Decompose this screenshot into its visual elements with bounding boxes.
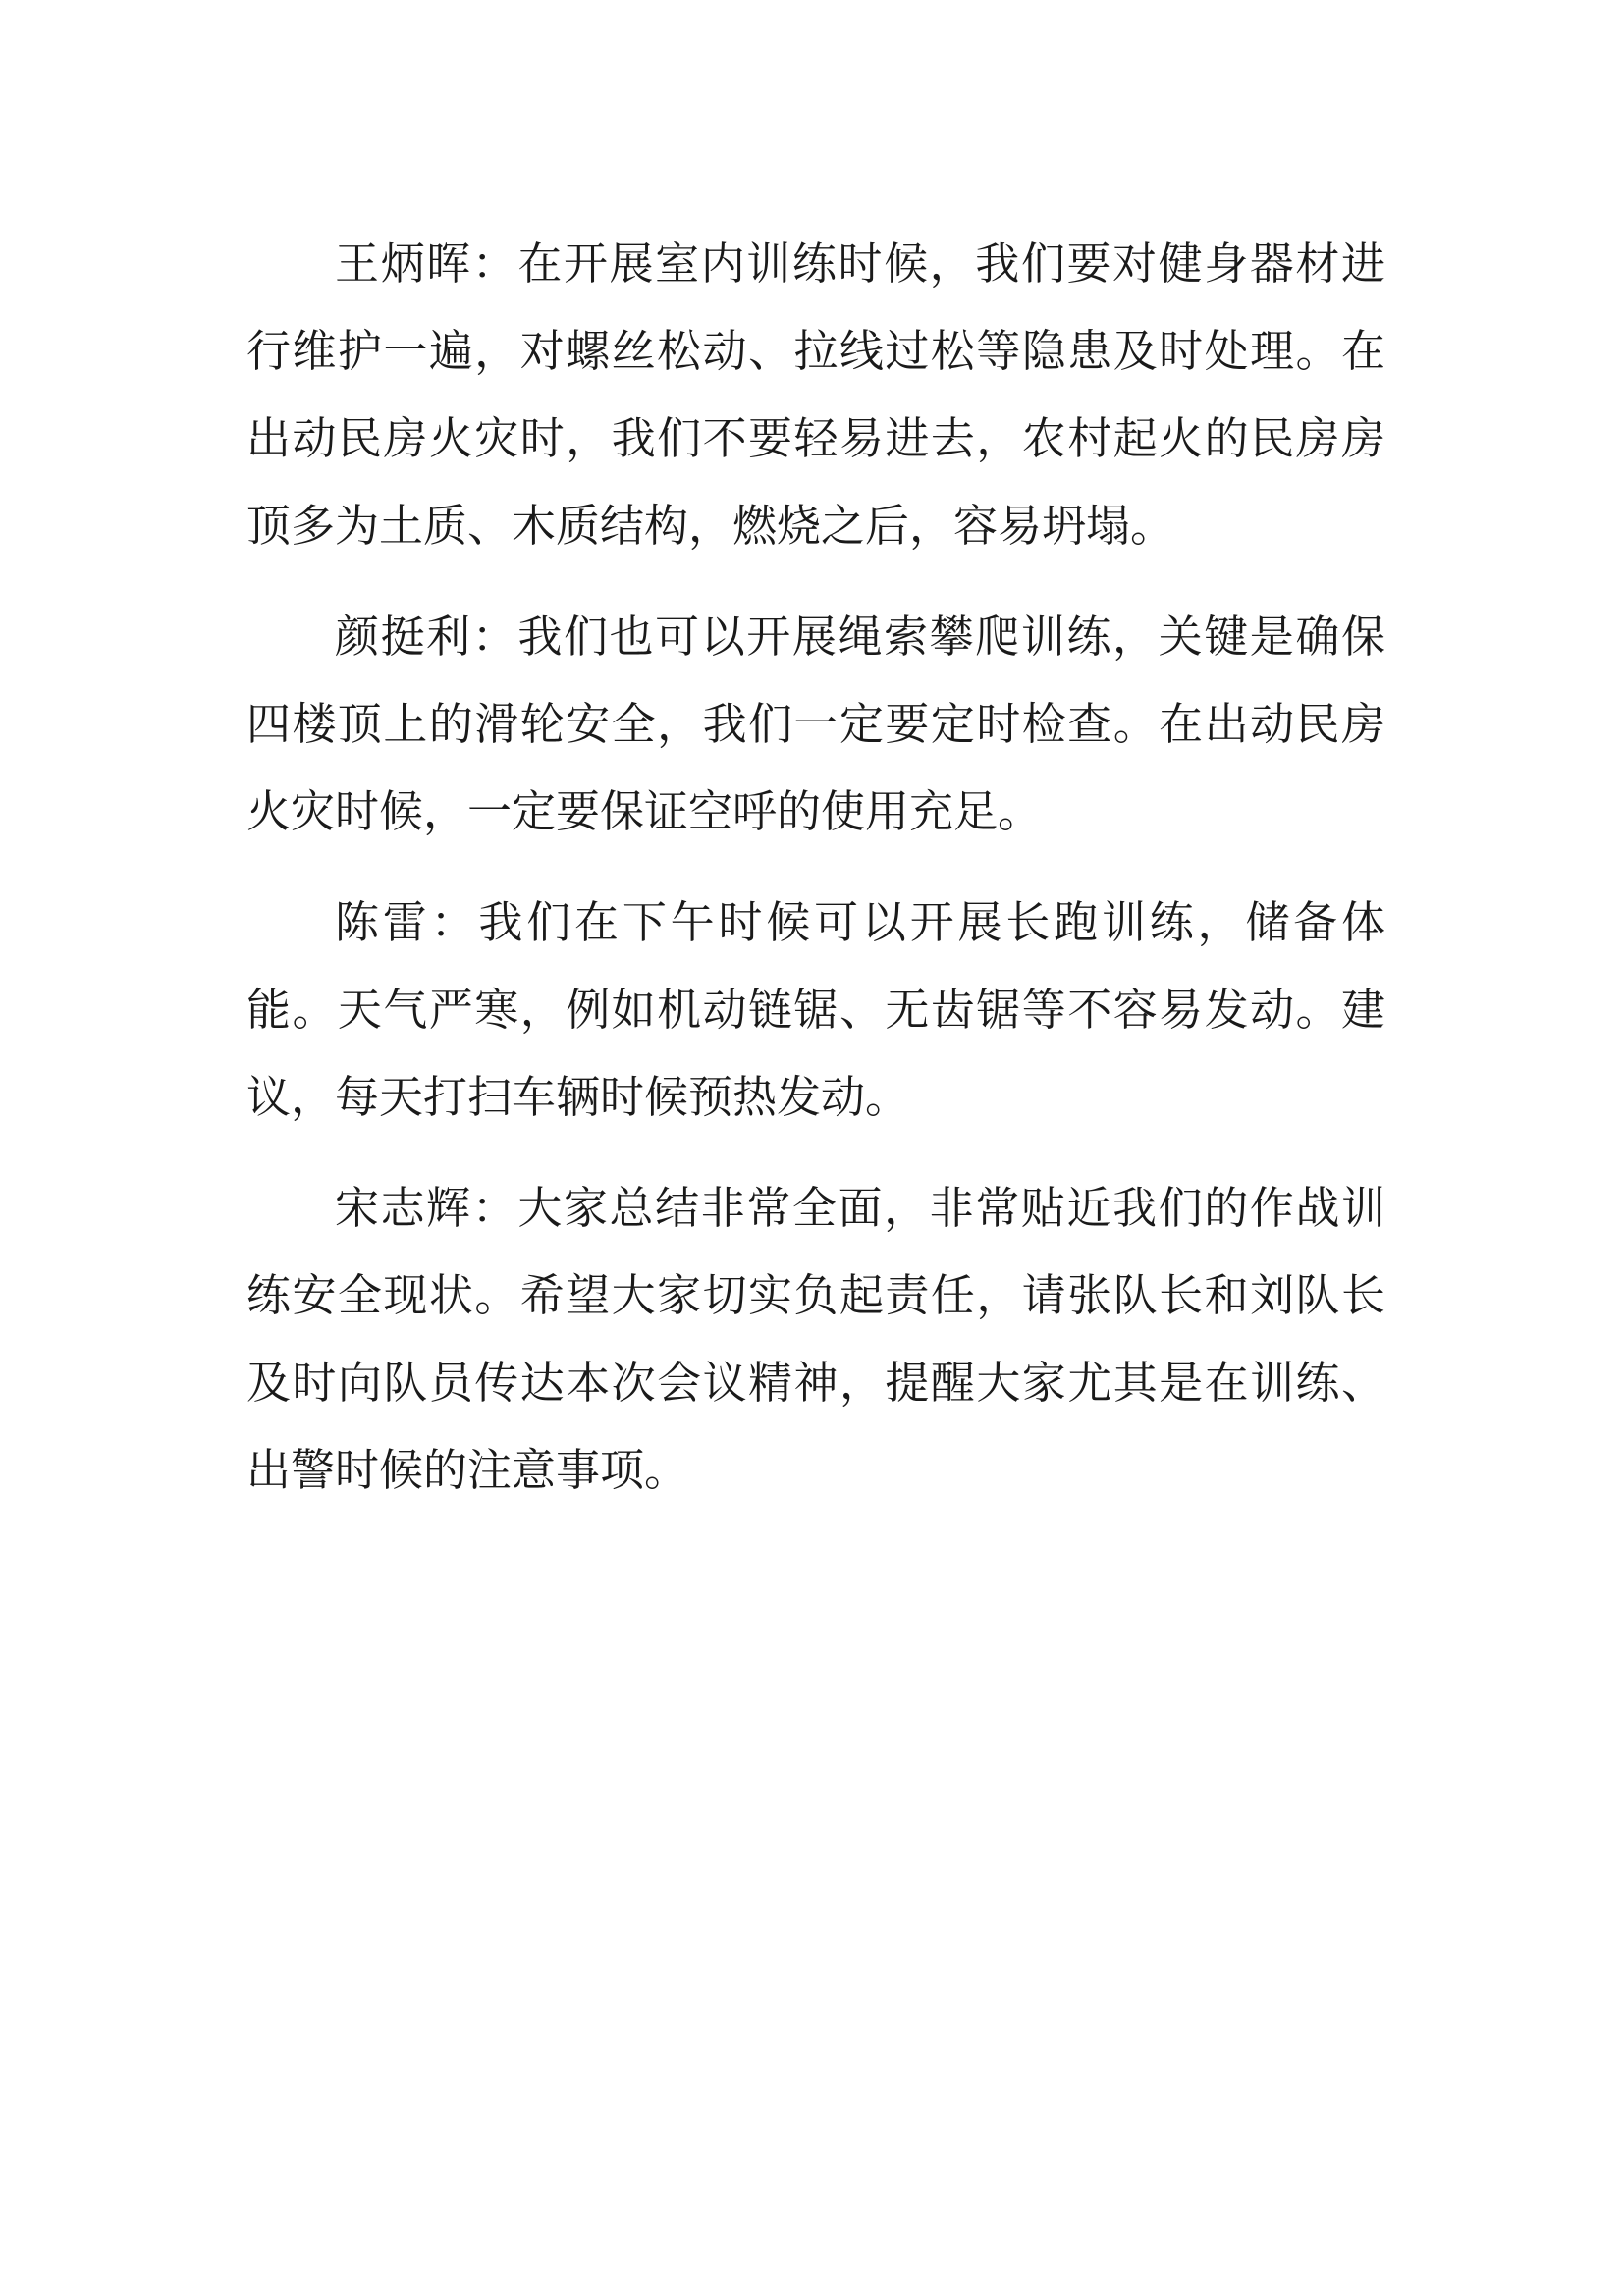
paragraph-song-zhihui: 宋志辉：大家总结非常全面，非常贴近我们的作战训练安全现状。希望大家切实负起责任，请张队长和刘队长及时向队员传达本次会议精神，提醒大家尤其是在训练、出警时候的注意事项。	[246, 1182, 1385, 1496]
paragraph-wang-binghui: 王炳晖：在开展室内训练时候，我们要对健身器材进行维护一遍，对螺丝松动、拉线过松等隐患及时处理。在出动民房火灾时，我们不要轻易进去，农村起火的民房房顶多为土质、木质结构，燃烧之后，容易坍塌。	[246, 238, 1385, 552]
paragraph-yan-tingli: 颜挺利：我们也可以开展绳索攀爬训练，关键是确保四楼顶上的滑轮安全，我们一定要定时检查。在出动民房火灾时候，一定要保证空呼的使用充足。	[246, 611, 1385, 837]
document-body	[246, 220, 1385, 1537]
paragraph-chen-lei: 陈雷：我们在下午时候可以开展长跑训练，储备体能。天气严寒，例如机动链锯、无齿锯等不容易发动。建议，每天打扫车辆时候预热发动。	[246, 896, 1385, 1123]
